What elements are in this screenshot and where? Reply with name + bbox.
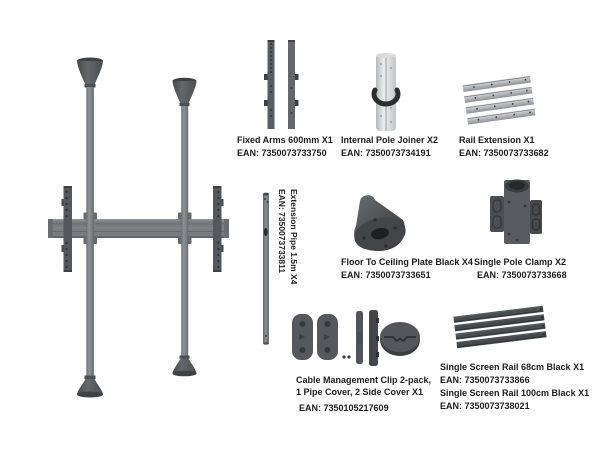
part-name-line1: Cable Management Clip 2-pack, xyxy=(296,375,432,385)
cable-management-illustration xyxy=(290,308,422,370)
part-name: Rail Extension X1 xyxy=(459,135,535,145)
rail-extension-illustration xyxy=(462,72,538,128)
extension-pipe-illustration xyxy=(259,190,273,348)
part-ean: EAN: 7350073733811 xyxy=(277,189,287,274)
part-name: Fixed Arms 600mm X1 xyxy=(237,135,333,145)
part-ean: EAN: 7350073733750 xyxy=(237,148,327,158)
single-screen-rail-labels xyxy=(440,361,589,413)
single-pole-clamp-label xyxy=(474,256,567,282)
part-name: Floor To Ceiling Plate Black X4 xyxy=(341,257,473,267)
single-screen-rail-illustration xyxy=(452,304,550,350)
crossbar xyxy=(48,219,229,238)
part-ean: EAN: 7350105217609 xyxy=(299,403,389,413)
part-name: Extension Pipe 1.5m X4 xyxy=(289,189,299,285)
floor-to-ceiling-plate-illustration xyxy=(348,192,410,256)
part-name: Single Screen Rail 68cm Black X1 xyxy=(440,362,585,372)
part-name-line2: 1 Pipe Cover, 2 Side Cover X1 xyxy=(296,387,424,397)
fixed-arms-label xyxy=(237,134,333,160)
part-ean: EAN: 7350073733866 xyxy=(440,375,530,385)
rail-extension-label xyxy=(459,134,549,160)
part-name: Internal Pole Joiner X2 xyxy=(341,135,439,145)
internal-pole-joiner-label xyxy=(341,134,438,160)
floor-to-ceiling-plate-label xyxy=(341,256,473,282)
internal-pole-joiner-illustration xyxy=(370,52,402,134)
part-ean: EAN: 7350073733682 xyxy=(459,148,549,158)
part-ean: EAN: 7350073733651 xyxy=(341,270,431,280)
fixed-arms-illustration xyxy=(263,38,303,134)
single-pole-clamp-illustration xyxy=(488,174,544,248)
part-name: Single Screen Rail 100cm Black X1 xyxy=(440,388,590,398)
part-ean: EAN: 7350073738021 xyxy=(440,401,530,411)
extension-pipe-label xyxy=(276,189,300,284)
cable-management-label xyxy=(296,374,431,414)
part-ean: EAN: 7350073733668 xyxy=(477,270,567,280)
part-ean: EAN: 7350073734191 xyxy=(341,148,431,158)
main-assembly-illustration xyxy=(0,0,240,450)
part-name: Single Pole Clamp X2 xyxy=(474,257,567,267)
